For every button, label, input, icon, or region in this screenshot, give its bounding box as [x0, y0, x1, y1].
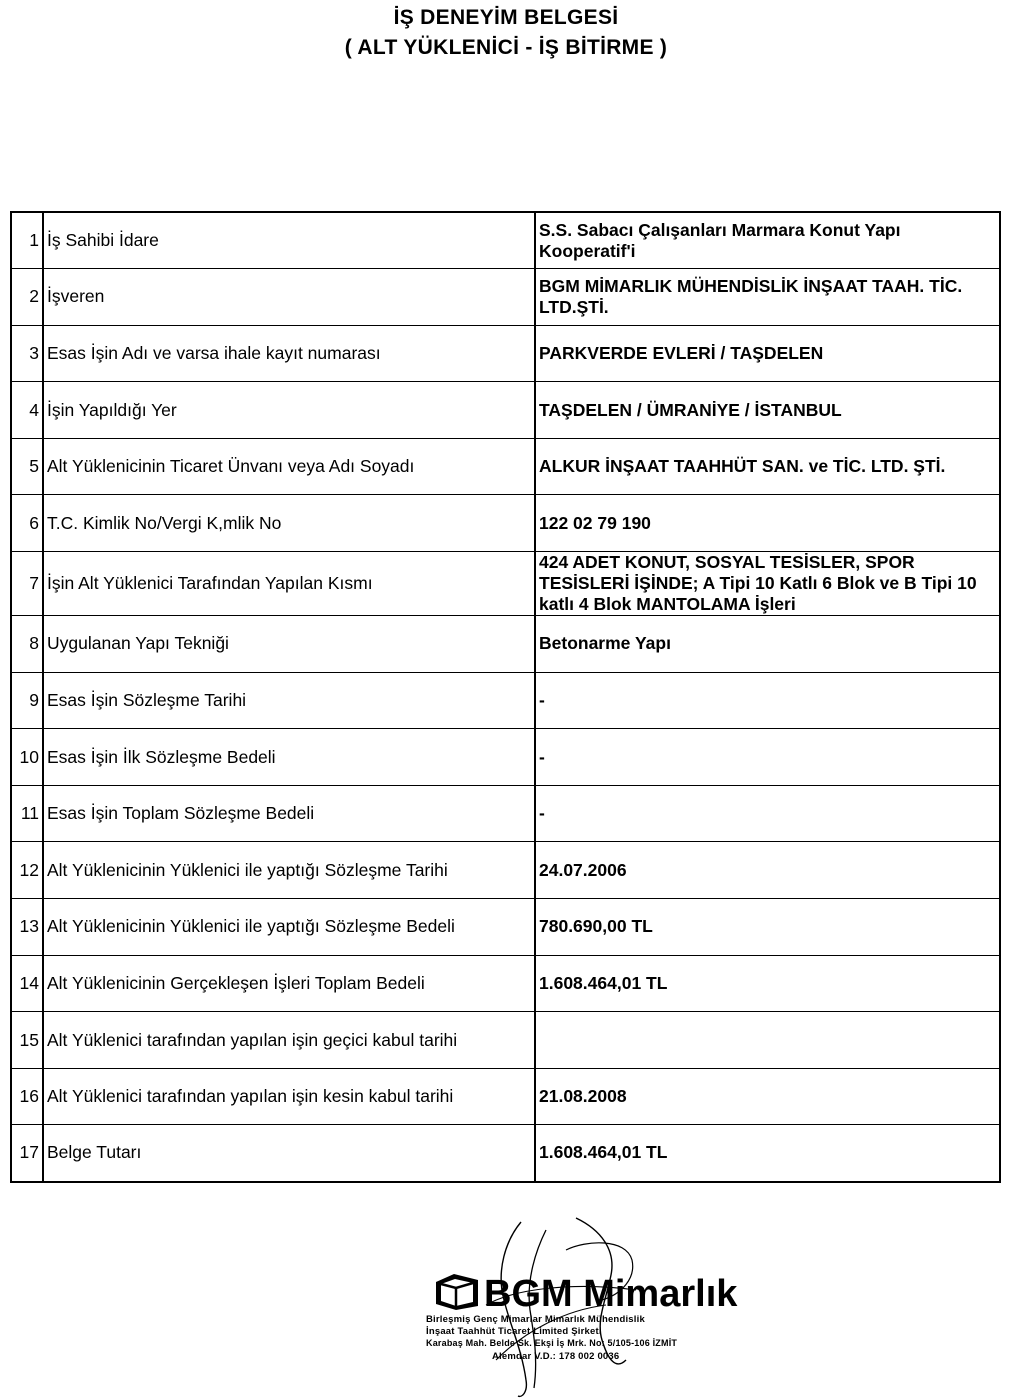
row-value: 1.608.464,01 TL — [535, 1125, 1000, 1182]
row-value: 1.608.464,01 TL — [535, 955, 1000, 1012]
row-label: Esas İşin Adı ve varsa ihale kayıt numarası — [43, 325, 535, 382]
table-row — [11, 1125, 1000, 1182]
row-value — [535, 1012, 1000, 1069]
stamp-company-line-1: Birleşmiş Genç Mimarlar Mimarlık Mühendislik — [426, 1314, 645, 1325]
row-label: Esas İşin Sözleşme Tarihi — [43, 672, 535, 729]
experience-certificate-table — [10, 211, 1001, 1183]
row-value: - — [535, 672, 1000, 729]
row-label: İşin Yapıldığı Yer — [43, 382, 535, 439]
row-value: 21.08.2008 — [535, 1068, 1000, 1125]
row-label: İş Sahibi İdare — [43, 212, 535, 269]
bgm-logo-icon — [432, 1268, 738, 1315]
row-label: Alt Yüklenicinin Ticaret Ünvanı veya Adı Soyadı — [43, 438, 535, 495]
table-row — [11, 552, 1000, 616]
row-number: 12 — [11, 842, 43, 899]
table-row — [11, 785, 1000, 842]
table-row — [11, 955, 1000, 1012]
table-row — [11, 438, 1000, 495]
row-number: 7 — [11, 552, 43, 616]
row-value: 424 ADET KONUT, SOSYAL TESİSLER, SPOR TESİSLERİ İŞİNDE; A Tipi 10 Katlı 6 Blok ve B Tipi 10 katlı 4 Blok MANTOLAMA İşleri — [535, 552, 1000, 616]
row-label: İşin Alt Yüklenici Tarafından Yapılan Kısmı — [43, 552, 535, 616]
table-row — [11, 325, 1000, 382]
row-number: 11 — [11, 785, 43, 842]
row-number: 9 — [11, 672, 43, 729]
table-row — [11, 672, 1000, 729]
row-value: ALKUR İNŞAAT TAAHHÜT SAN. ve TİC. LTD. ŞTİ. — [535, 438, 1000, 495]
row-value: S.S. Sabacı Çalışanları Marmara Konut Yapı Kooperatif'i — [535, 212, 1000, 269]
row-value: TAŞDELEN / ÜMRANİYE / İSTANBUL — [535, 382, 1000, 439]
row-number: 4 — [11, 382, 43, 439]
row-label: Alt Yüklenicinin Yüklenici ile yaptığı Sözleşme Tarihi — [43, 842, 535, 899]
row-value: Betonarme Yapı — [535, 616, 1000, 673]
row-number: 13 — [11, 899, 43, 956]
row-number: 15 — [11, 1012, 43, 1069]
table-row — [11, 1068, 1000, 1125]
table-row — [11, 495, 1000, 552]
row-label: Uygulanan Yapı Tekniği — [43, 616, 535, 673]
row-value: PARKVERDE EVLERİ / TAŞDELEN — [535, 325, 1000, 382]
row-number: 1 — [11, 212, 43, 269]
row-number: 17 — [11, 1125, 43, 1182]
row-number: 14 — [11, 955, 43, 1012]
row-label: Belge Tutarı — [43, 1125, 535, 1182]
document-subtitle: ( ALT YÜKLENİCİ - İŞ BİTİRME ) — [344, 36, 668, 59]
row-label: Alt Yüklenicinin Gerçekleşen İşleri Toplam Bedeli — [43, 955, 535, 1012]
table-row — [11, 382, 1000, 439]
row-label: T.C. Kimlik No/Vergi K,mlik No — [43, 495, 535, 552]
table-row — [11, 729, 1000, 786]
row-label: Alt Yüklenici tarafından yapılan işin kesin kabul tarihi — [43, 1068, 535, 1125]
row-number: 6 — [11, 495, 43, 552]
row-label: Alt Yüklenicinin Yüklenici ile yaptığı Sözleşme Bedeli — [43, 899, 535, 956]
row-label: İşveren — [43, 269, 535, 326]
row-value: BGM MİMARLIK MÜHENDİSLİK İNŞAAT TAAH. TİC. LTD.ŞTİ. — [535, 269, 1000, 326]
table-row — [11, 212, 1000, 269]
row-number: 8 — [11, 616, 43, 673]
row-value: 24.07.2006 — [535, 842, 1000, 899]
row-label: Esas İşin İlk Sözleşme Bedeli — [43, 729, 535, 786]
row-number: 5 — [11, 438, 43, 495]
stamp-address-line: Karabaş Mah. Belde Sk. Ekşi İş Mrk. No: 5/105-106 İZMİT — [426, 1338, 678, 1348]
row-value: - — [535, 729, 1000, 786]
company-stamp — [426, 1210, 738, 1390]
row-number: 10 — [11, 729, 43, 786]
stamp-company-line-2: İnşaat Taahhüt Ticaret Limited Şirketi — [426, 1326, 602, 1337]
row-number: 2 — [11, 269, 43, 326]
row-label: Alt Yüklenici tarafından yapılan işin geçici kabul tarihi — [43, 1012, 535, 1069]
table-row — [11, 269, 1000, 326]
stamp-tax-line: Alemdar V.D.: 178 002 0036 — [492, 1351, 620, 1362]
table-row — [11, 1012, 1000, 1069]
row-value: 780.690,00 TL — [535, 899, 1000, 956]
row-number: 16 — [11, 1068, 43, 1125]
row-value: 122 02 79 190 — [535, 495, 1000, 552]
table-row — [11, 616, 1000, 673]
stamp-logo-text: BGM Mimarlık — [484, 1273, 738, 1315]
table-row — [11, 842, 1000, 899]
table-row — [11, 899, 1000, 956]
row-label: Esas İşin Toplam Sözleşme Bedeli — [43, 785, 535, 842]
row-value: - — [535, 785, 1000, 842]
document-title: İŞ DENEYİM BELGESİ — [393, 6, 619, 29]
row-number: 3 — [11, 325, 43, 382]
